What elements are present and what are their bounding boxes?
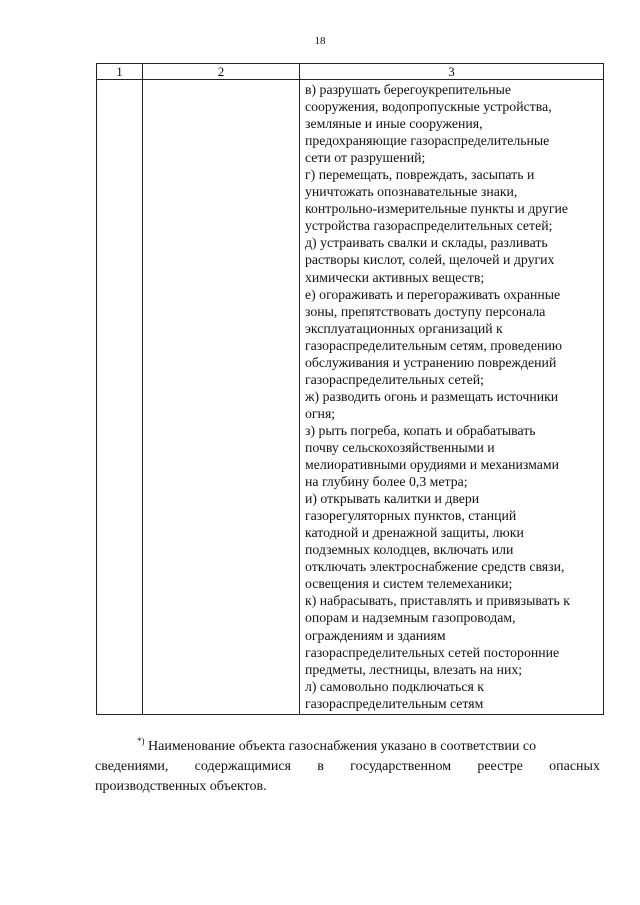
page-number: 18	[314, 35, 326, 47]
restriction-line: почву сельскохозяйственными и	[305, 439, 495, 455]
footnote	[95, 737, 600, 797]
restriction-line: отключать электроснабжение средств связи,	[305, 559, 565, 575]
restriction-line: газорегуляторных пунктов, станций	[305, 508, 517, 524]
restriction-line: е) огораживать и перегораживать охранные	[305, 286, 561, 302]
restriction-line: химически активных веществ;	[305, 269, 485, 285]
restriction-line: мелиоративными орудиями и механизмами	[305, 457, 560, 473]
restriction-line: подземных колодцев, включать или	[305, 542, 514, 558]
restriction-line: газораспределительным сетям, проведению	[305, 337, 563, 353]
restriction-line: катодной и дренажной защиты, люки	[305, 525, 524, 541]
restriction-line: д) устраивать свалки и склады, разливать	[305, 235, 548, 251]
restriction-line: обслуживания и устранению повреждений	[305, 354, 557, 370]
restriction-line: сооружения, водопропускные устройства,	[305, 99, 552, 115]
restriction-line: контрольно-измерительные пункты и другие	[305, 201, 569, 217]
restriction-line: опорам и надземным газопроводам,	[305, 610, 516, 626]
restriction-line: зоны, препятствовать доступу персонала	[305, 303, 546, 319]
restriction-line: эксплуатационных организаций к	[305, 320, 503, 336]
footnote-marker: *)	[137, 736, 145, 746]
restriction-line: ж) разводить огонь и размещать источники	[305, 388, 559, 404]
restriction-line: газораспределительных сетей посторонние	[305, 644, 560, 660]
restriction-line: ограждениям и зданиям	[305, 627, 446, 643]
column-header-1: 1	[97, 64, 143, 80]
table-header-row	[97, 64, 604, 80]
restriction-line: освещения и систем телемеханики;	[305, 576, 513, 592]
restriction-line: л) самовольно подключаться к	[305, 678, 484, 694]
column-header-2: 2	[143, 64, 300, 80]
footnote-text-1: Наименование объекта газоснабжения указано в соответствии со	[148, 739, 537, 754]
footnote-line-2	[95, 757, 600, 777]
footnote-line-3: производственных объектов.	[95, 779, 267, 794]
restriction-line: уничтожать опознавательные знаки,	[305, 184, 518, 200]
footnote-word: содержащимися	[194, 759, 291, 774]
restriction-line: в) разрушать берегоукрепительные	[305, 82, 511, 97]
restriction-line: предохраняющие газораспределительные	[305, 133, 550, 149]
footnote-word: реестре	[477, 759, 523, 774]
restriction-line: предметы, лестницы, влезать на них;	[305, 661, 523, 677]
restriction-line: газораспределительным сетям	[305, 695, 484, 711]
restriction-line: сети от разрушений;	[305, 150, 426, 166]
table-cell-restrictions	[300, 80, 604, 715]
restriction-line: г) перемещать, повреждать, засыпать и	[305, 167, 535, 183]
restriction-line: газораспределительных сетей;	[305, 371, 484, 387]
restriction-line: з) рыть погреба, копать и обрабатывать	[305, 422, 536, 438]
table-row	[97, 80, 604, 715]
restrictions-table	[96, 63, 604, 715]
restriction-line: растворы кислот, солей, щелочей и других	[305, 252, 555, 268]
table-cell-col1	[97, 80, 143, 715]
column-header-3: 3	[300, 64, 604, 80]
footnote-word: опасных	[549, 759, 600, 774]
restriction-line: земляные и иные сооружения,	[305, 116, 483, 132]
footnote-line-1	[95, 737, 600, 757]
restriction-line: устройства газораспределительных сетей;	[305, 218, 553, 234]
restriction-line: и) открывать калитки и двери	[305, 491, 480, 507]
footnote-word: сведениями,	[95, 759, 169, 774]
restriction-line: огня;	[305, 405, 336, 421]
footnote-word: в	[317, 759, 324, 774]
restriction-line: к) набрасывать, приставлять и привязывать к	[305, 593, 570, 609]
footnote-word: государственном	[350, 759, 452, 774]
table-cell-col2	[143, 80, 300, 715]
restriction-line: на глубину более 0,3 метра;	[305, 474, 468, 490]
